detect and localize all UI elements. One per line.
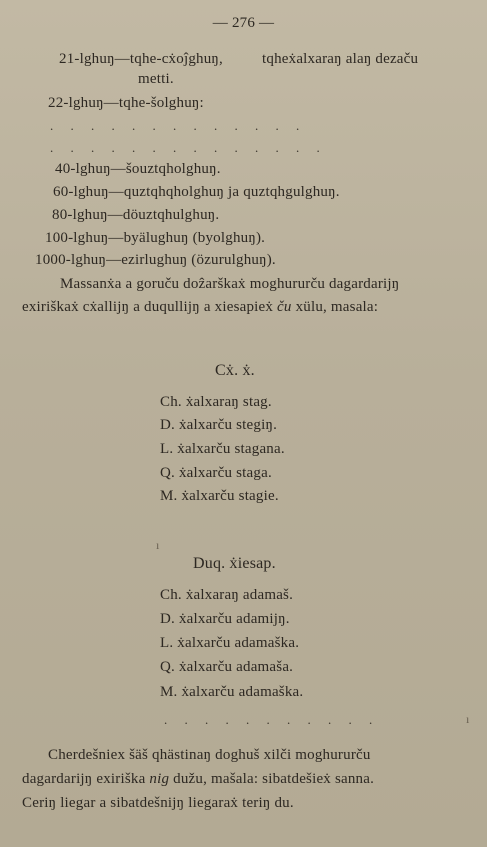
paragraph-text: exiriškaẋ cẋallijŋ a duqullijŋ a xiesapieẋ [22, 299, 274, 315]
ellipsis-row: . . . . . . . . . . . . . . [50, 140, 327, 155]
case-label: Q. [160, 465, 175, 481]
declension-row [160, 683, 303, 701]
word: ẋalxaraŋ [185, 394, 239, 410]
paragraph-line: Ceriŋ liegar a sibatdešnijŋ liegaraẋ teriŋ du. [22, 795, 294, 811]
paragraph-text: dagardarijŋ exiriška [22, 771, 146, 787]
paragraph-line [22, 298, 378, 316]
paragraph-line: Cherdešniex šäš qhästinaŋ doghuš xilči moghururču [48, 747, 371, 763]
word-form: adamaška. [234, 635, 300, 651]
paragraph-line: Massanẋa a goruču doẑarškaẋ moghururču dagardarijŋ [60, 276, 400, 292]
word-form: adamijŋ. [236, 611, 290, 627]
word-form: stagana. [234, 441, 285, 457]
numeral-line-21-cont: metti. [138, 71, 174, 87]
case-label: L. [160, 635, 174, 651]
declension-row [160, 464, 272, 482]
ellipsis-row: . . . . . . . . . . . [164, 712, 380, 727]
declension-row [160, 440, 285, 458]
word: ẋalxarču [178, 417, 233, 433]
case-label: D. [160, 417, 175, 433]
ink-mark: ı [466, 712, 470, 726]
case-label: M. [160, 684, 178, 700]
emphasis-word: nig [149, 771, 170, 787]
case-label: Ch. [160, 394, 182, 410]
word-form: staga. [236, 465, 272, 481]
paragraph-line [22, 770, 374, 788]
word-form: adamaška. [238, 684, 304, 700]
declension-row [160, 658, 293, 676]
numeral-line-21-left: 21-lghuŋ—tqhe-cẋoĵghuŋ, [59, 51, 223, 67]
case-label: D. [160, 611, 175, 627]
paragraph-text: dužu, mašala: sibatdešieẋ sanna. [173, 771, 375, 787]
numeral-line-80: 80-lghuŋ—döuztqhulghuŋ. [52, 207, 220, 223]
ink-mark: ı [156, 538, 160, 552]
word-form: adamaša. [236, 659, 294, 675]
page-number: — 276 — [212, 15, 275, 31]
word: ẋalxarču [178, 611, 233, 627]
numeral-line-100: 100-lghuŋ—byälughuŋ (byolghuŋ). [45, 230, 266, 246]
word: ẋalxarču [181, 684, 235, 700]
case-label: Ch. [160, 587, 182, 603]
declension-row [160, 610, 290, 628]
word: ẋalxarču [178, 659, 233, 675]
declension-row [160, 487, 279, 505]
declension-row [160, 416, 277, 434]
table-heading: Duq. ẋiesap. [193, 555, 276, 572]
case-label: M. [160, 488, 178, 504]
numeral-line-40: 40-lghuŋ—šouztqholghuŋ. [55, 161, 221, 177]
numeral-line-21-right: tqheẋalxaraŋ alaŋ dezaču [262, 51, 419, 67]
word-form: adamaš. [242, 587, 294, 603]
declension-row [160, 393, 272, 411]
word: ẋalxaraŋ [185, 587, 239, 603]
declension-row [160, 586, 293, 604]
word: ẋalxarču [177, 441, 231, 457]
case-label: L. [160, 441, 174, 457]
numeral-line-1000: 1000-lghuŋ—ezirlughuŋ (özurulghuŋ). [35, 252, 276, 268]
word: ẋalxarču [181, 488, 235, 504]
word-form: stag. [242, 394, 272, 410]
ellipsis-row: . . . . . . . . . . . . . [50, 118, 307, 133]
paragraph-text: xülu, masala: [295, 299, 379, 315]
table-heading: Cẋ. ẋ. [215, 362, 255, 379]
case-label: Q. [160, 659, 175, 675]
numeral-line-60: 60-lghuŋ—quztqhqholghuŋ ja quztqhgulghuŋ. [53, 184, 340, 200]
word-form: stegiŋ. [236, 417, 278, 433]
word: ẋalxarču [177, 635, 231, 651]
word: ẋalxarču [178, 465, 233, 481]
emphasis-word: ču [277, 299, 292, 315]
word-form: stagie. [238, 488, 279, 504]
declension-row [160, 634, 299, 652]
numeral-line-22: 22-lghuŋ—tqhe-šolghuŋ: [48, 95, 204, 111]
